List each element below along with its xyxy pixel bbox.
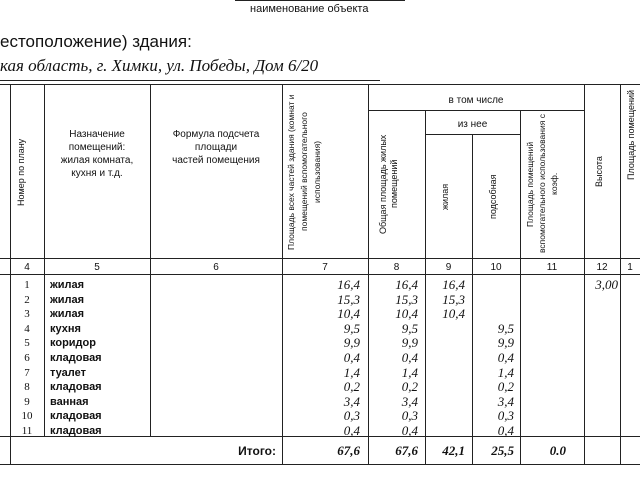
header-of-which: из нее <box>457 119 488 130</box>
header-purpose-line: помещений: <box>68 142 126 153</box>
aux-area: 1,4 <box>497 364 514 380</box>
address-line: кая область, г. Химки, ул. Победы, Дом 6/20 <box>0 56 319 75</box>
total-aux-coef: 0.0 <box>549 443 566 458</box>
room-height: 3,00 <box>595 277 618 292</box>
total-label: Итого: <box>238 444 276 458</box>
row-number: 3 <box>24 308 30 321</box>
room-purpose: ванная <box>50 395 89 408</box>
area-all: 15,3 <box>337 291 360 307</box>
col-line <box>520 110 521 464</box>
row-number: 2 <box>24 293 30 306</box>
room-purpose: кухня <box>50 322 81 335</box>
location-heading: естоположение) здания: <box>0 32 192 51</box>
living-area-total: 1,4 <box>401 364 418 380</box>
aux-area: 0,2 <box>497 379 514 395</box>
living-area-total: 0,3 <box>401 408 418 424</box>
living-area: 10,4 <box>442 306 465 322</box>
living-area-total: 0,4 <box>401 350 418 365</box>
row-number: 5 <box>24 337 30 350</box>
header-extra: Площадь помещений <box>626 90 636 181</box>
area-all: 0,4 <box>343 350 360 365</box>
header-living-area: Общая площадь жилых помещений <box>378 134 399 234</box>
living-area-total: 9,9 <box>401 335 418 351</box>
header-formula-line: частей помещения <box>172 155 260 166</box>
living-area-total: 10,4 <box>395 306 418 322</box>
area-all: 9,9 <box>343 335 360 351</box>
living-area-total: 9,5 <box>401 320 418 336</box>
area-all: 9,5 <box>343 320 360 336</box>
living-area <box>425 422 465 440</box>
total-area: 67,6 <box>337 443 360 458</box>
row-number: 7 <box>24 366 30 379</box>
column-number: 4 <box>24 262 30 273</box>
room-purpose: туалет <box>50 366 86 379</box>
room-purpose: кладовая <box>50 381 102 394</box>
column-number: 5 <box>94 262 100 273</box>
address-underline <box>0 80 380 81</box>
room-height <box>584 422 618 440</box>
header-row-no: Номер по плану <box>16 138 26 206</box>
header-formula <box>150 128 282 167</box>
aux-area: 3,4 <box>497 393 514 409</box>
table-top-line <box>0 84 640 85</box>
aux-area: 0,4 <box>497 350 514 365</box>
living-area: 16,4 <box>442 277 465 292</box>
header-height: Высота <box>594 156 604 188</box>
area-all: 3,4 <box>343 393 360 409</box>
col-line <box>620 84 621 464</box>
area-all: 0,3 <box>343 408 360 424</box>
total-bottom-line <box>0 464 640 465</box>
area-all: 1,4 <box>343 364 360 380</box>
aux-area: 0,4 <box>497 423 514 438</box>
living-area-total: 0,4 <box>401 423 418 438</box>
total-aux: 25,5 <box>491 443 514 458</box>
header-purpose <box>44 128 150 180</box>
row-number: 10 <box>21 410 33 423</box>
column-number: 11 <box>546 262 558 273</box>
header-formula-line: Формула подсчета <box>172 129 260 140</box>
area-all: 16,4 <box>337 277 360 292</box>
header-aux-coef: Площадь помещений вспомогательного использования с коэф. <box>525 114 559 254</box>
header-aux: подсобная <box>488 174 498 220</box>
column-number: 6 <box>213 262 219 273</box>
room-purpose: жилая <box>50 293 85 306</box>
object-caption: наименование объекта <box>250 3 369 15</box>
row-number: 4 <box>24 322 30 335</box>
aux-area: 0,3 <box>497 408 514 424</box>
in-total-line <box>368 110 584 111</box>
colnum-bottom-line <box>0 274 640 275</box>
living-area-total: 3,4 <box>401 393 418 409</box>
header-purpose-line: жилая комната, <box>60 155 134 166</box>
room-purpose: кладовая <box>50 425 102 437</box>
total-living-area: 67,6 <box>395 443 418 458</box>
column-number: 8 <box>393 262 400 273</box>
room-purpose: коридор <box>50 337 96 350</box>
area-all: 10,4 <box>337 306 360 322</box>
header-purpose-line: кухня и т.д. <box>71 168 123 179</box>
aux-area: 9,5 <box>497 320 514 336</box>
header-formula-line: площади <box>194 142 238 153</box>
header-area-all: Площадь всех частей здания (комнат и помещений вспомогательного использования) <box>286 94 322 250</box>
living-area-total: 16,4 <box>395 277 418 292</box>
row-number: 1 <box>24 279 30 291</box>
area-all: 0,2 <box>343 379 360 395</box>
header-bottom-line <box>0 258 640 259</box>
area-all: 0,4 <box>343 423 360 438</box>
row-number: 6 <box>24 352 30 364</box>
total-living: 42,1 <box>442 443 465 458</box>
row-number: 11 <box>21 425 33 437</box>
aux-area: 9,9 <box>497 335 514 351</box>
column-number: 12 <box>596 262 608 273</box>
living-area: 15,3 <box>442 291 465 307</box>
room-purpose: жилая <box>50 308 85 321</box>
header-living: жилая <box>440 183 450 211</box>
room-purpose: жилая <box>50 279 85 291</box>
column-number: 1 <box>627 262 633 273</box>
room-purpose: кладовая <box>50 352 102 364</box>
header-in-total: в том числе <box>448 95 504 106</box>
column-number: 7 <box>322 262 328 273</box>
living-area-total: 0,2 <box>401 379 418 395</box>
row-number: 8 <box>24 381 30 394</box>
room-purpose: кладовая <box>50 410 102 423</box>
row-number: 9 <box>24 395 30 408</box>
caption-line <box>235 0 405 1</box>
living-area-total: 15,3 <box>395 291 418 307</box>
column-number: 10 <box>490 262 502 273</box>
column-number: 9 <box>445 262 452 273</box>
header-purpose-line: Назначение <box>69 129 125 140</box>
